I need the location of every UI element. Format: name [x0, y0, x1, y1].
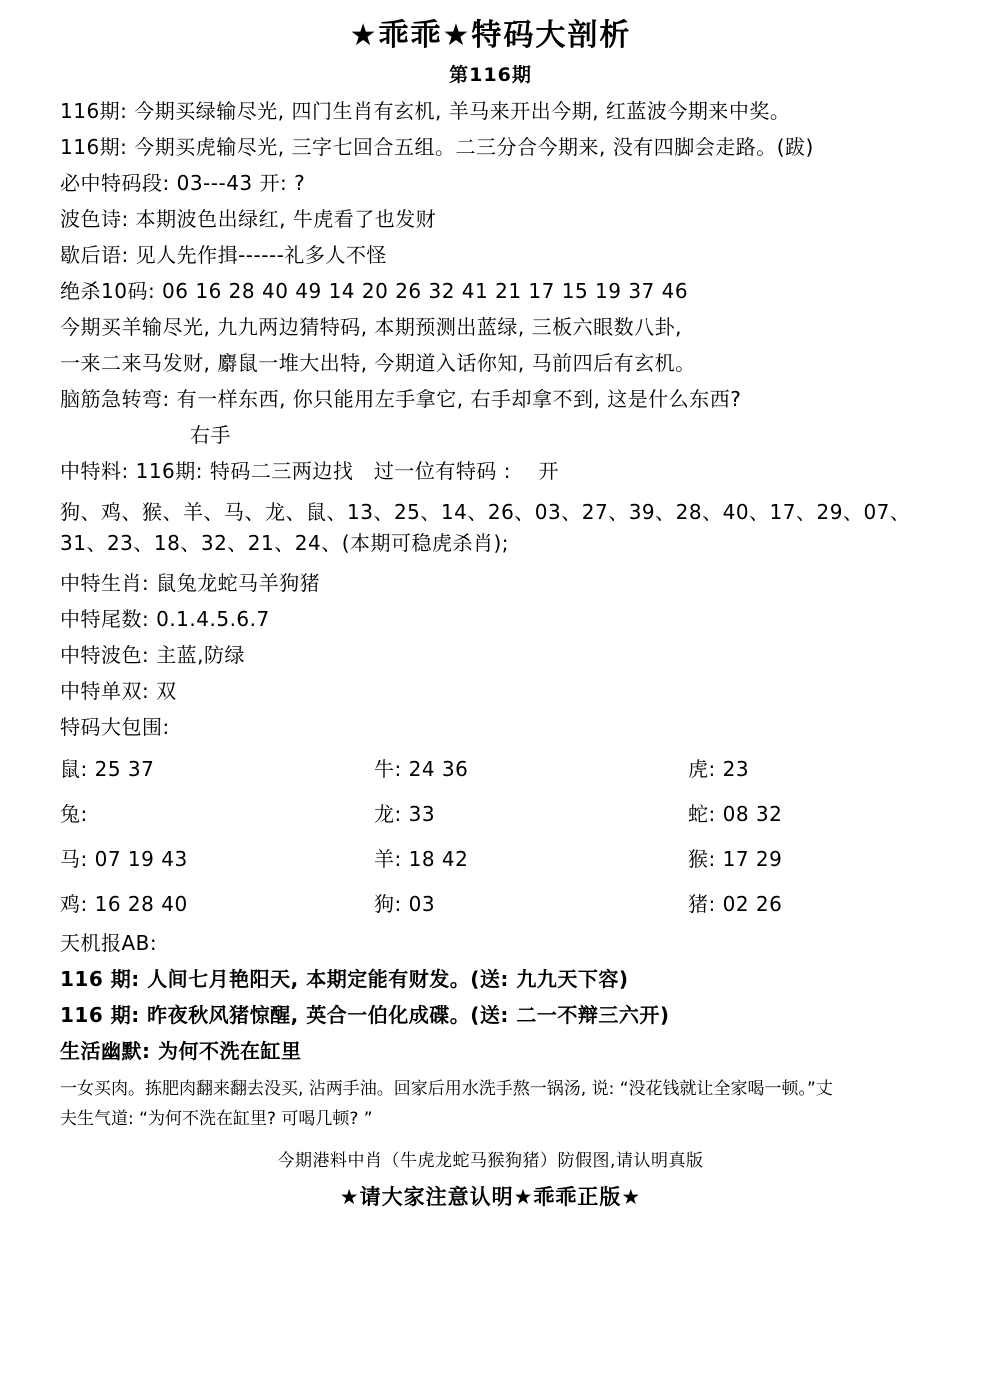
forecast-line-1: 116期: 今期买绿输尽光, 四门生肖有玄机, 羊马来开出今期, 红蓝波今期来中奖。 [60, 99, 791, 123]
baowei-cell [60, 753, 312, 782]
baowei-cell [60, 798, 312, 827]
tianjibao-b: 116 期: 昨夜秋风猪惊醒, 英合一伯化成碟。(送: 二一不辩三六开) [60, 1003, 670, 1027]
baowei-nums: 08 32 [722, 802, 783, 826]
baowei-nums: 07 19 43 [94, 847, 188, 871]
tianjibao-heading: 天机报AB: [60, 931, 158, 955]
baowei-label: 牛: [374, 757, 402, 781]
baowei-cell [312, 798, 626, 827]
tianjibao-a: 116 期: 人间七月艳阳天, 本期定能有财发。(送: 九九天下容) [60, 967, 629, 991]
baowei-cell [60, 843, 312, 872]
baowei-row [60, 753, 921, 782]
wave-color-pick: 中特波色: 主蓝,防绿 [60, 643, 245, 667]
riddle-question: 脑筋急转弯: 有一样东西, 你只能用左手拿它, 右手却拿不到, 这是什么东西? [60, 387, 742, 411]
baowei-cell [626, 843, 940, 872]
baowei-nums: 16 28 40 [94, 892, 188, 916]
riddle-answer: 右手 [190, 423, 231, 447]
baowei-cell [626, 798, 940, 827]
baowei-row [60, 888, 921, 917]
zodiac-picks: 中特生肖: 鼠兔龙蛇马羊狗猪 [60, 571, 321, 595]
baowei-cell [312, 753, 626, 782]
baowei-nums: 17 29 [722, 847, 783, 871]
zhongteliao-line: 中特料: 116期: 特码二三两边找 过一位有特码 : 开 [60, 459, 559, 483]
baowei-nums: 23 [722, 757, 750, 781]
tail-numbers: 中特尾数: 0.1.4.5.6.7 [60, 607, 270, 631]
forecast-line-4: 一来二来马发财, 麝鼠一堆大出特, 今期道入话你知, 马前四后有玄机。 [60, 351, 696, 375]
page-title: ★乖乖★特码大剖析 [349, 18, 632, 53]
forecast-line-2: 116期: 今期买虎输尽光, 三字七回合五组。二三分合今期来, 没有四脚会走路。(跋) [60, 135, 814, 159]
life-humor-text-2: 夫生气道: “为何不洗在缸里? 可喝几顿? ” [60, 1108, 373, 1129]
baowei-label: 马: [60, 847, 88, 871]
baowei-label: 羊: [374, 847, 402, 871]
baowei-row [60, 843, 921, 872]
issue-subtitle: 第116期 [449, 64, 532, 86]
baowei-label: 猪: [688, 892, 716, 916]
baowei-nums: 24 36 [408, 757, 469, 781]
baowei-nums: 02 26 [722, 892, 783, 916]
must-hit-range: 必中特码段: 03---43 开: ? [60, 171, 306, 195]
footer-notice: ★请大家注意认明★乖乖正版★ [339, 1185, 642, 1209]
baowei-label: 龙: [374, 802, 402, 826]
baowei-cell [60, 888, 312, 917]
kill-ten-numbers: 绝杀10码: 06 16 28 40 49 14 20 26 32 41 21 17 15 19 37 46 [60, 279, 689, 303]
baowei-cell [626, 888, 940, 917]
baowei-cell [626, 753, 940, 782]
baowei-nums: 25 37 [94, 757, 155, 781]
life-humor-heading: 生活幽默: 为何不洗在缸里 [60, 1039, 302, 1063]
baowei-nums: 03 [408, 892, 436, 916]
forecast-line-3: 今期买羊输尽光, 九九两边猜特码, 本期预测出蓝绿, 三板六眼数八卦, [60, 315, 683, 339]
baowei-label: 猴: [688, 847, 716, 871]
odd-even-pick: 中特单双: 双 [60, 679, 177, 703]
baowei-nums: 18 42 [408, 847, 469, 871]
baowei-label: 兔: [60, 802, 88, 826]
wave-color-poem: 波色诗: 本期波色出绿红, 牛虎看了也发财 [60, 207, 437, 231]
zodiac-number-list: 狗、鸡、猴、羊、马、龙、鼠、13、25、14、26、03、27、39、28、40、17、29、07、31、23、18、32、21、24、(本期可稳虎杀肖); [60, 500, 911, 555]
baowei-label: 虎: [688, 757, 716, 781]
baowei-label: 鼠: [60, 757, 88, 781]
baowei-cell [312, 888, 626, 917]
life-humor-text-1: 一女买肉。拣肥肉翻来翻去没买, 沾两手油。回家后用水洗手熬一锅汤, 说: “没花钱就让全家喝一顿。”丈 [60, 1079, 833, 1099]
authenticity-note: 今期港料中肖（牛虎龙蛇马猴狗猪）防假图,请认明真版 [277, 1151, 704, 1171]
baowei-heading: 特码大包围: [60, 715, 170, 739]
baowei-label: 鸡: [60, 892, 88, 916]
baowei-cell [312, 843, 626, 872]
baowei-label: 狗: [374, 892, 402, 916]
baowei-label: 蛇: [688, 802, 716, 826]
xiehouyu: 歇后语: 见人先作揖------礼多人不怪 [60, 243, 387, 267]
baowei-row [60, 798, 921, 827]
baowei-nums: 33 [408, 802, 436, 826]
